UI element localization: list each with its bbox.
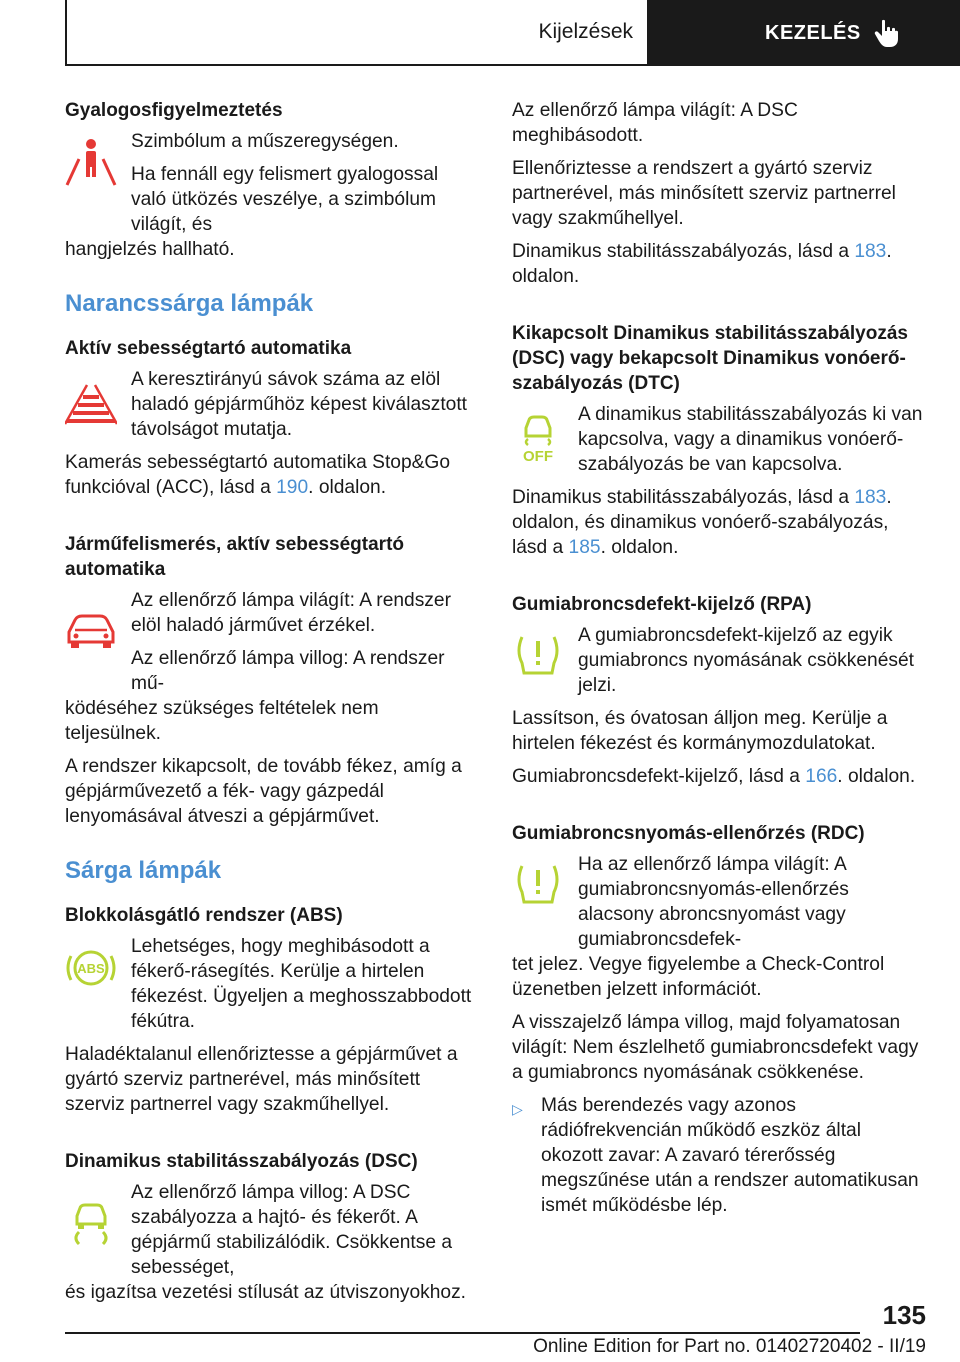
rdc-text-2: A visszajelző lámpa villog, majd folyamatosan világít: Nem észlelhető gumiabroncsdefekt vagy a gumiabroncs nyomásának csökkenése. <box>512 1012 919 1083</box>
distance-bars-icon <box>65 377 117 429</box>
off-icon-label: OFF <box>523 448 553 464</box>
dsc-text-4 <box>512 239 924 289</box>
acc-text-1: A keresztirányú sávok száma az elöl haladó gépjárműhöz képest kiválasztott távolságot mutatja. <box>131 369 467 440</box>
header-chapter-title: KEZELÉS <box>765 21 861 44</box>
rpa-text-2: Lassítson, és óvatosan álljon meg. Kerülje a hirtelen fékezést és kormánymozdulatokat. <box>512 708 888 754</box>
hand-pointer-icon <box>873 18 901 48</box>
page-link-183[interactable]: 183 <box>854 241 887 262</box>
header-section-box <box>65 0 649 66</box>
rpa-text-1: A gumiabroncsdefekt-kijelző az egyik gumiabroncs nyomásának csökkenését jelzi. <box>578 625 914 696</box>
rdc-title: Gumiabroncsnyomás-ellenőrzés (RDC) <box>512 823 865 844</box>
acc-title: Aktív sebességtartó automatika <box>65 338 352 359</box>
dsc-block <box>65 1180 477 1305</box>
pedestrian-warning-block <box>65 129 477 262</box>
left-column <box>65 98 477 1313</box>
dsc-text-4b: . oldalon. <box>512 241 892 287</box>
vehicle-text-1: Az ellenőrző lámpa világít: A rendszer elöl haladó járművet érzékel. <box>131 590 451 636</box>
page-link-183-b[interactable]: 183 <box>854 487 887 508</box>
rpa-text-3a: Gumiabroncsdefekt-kijelző, lásd a <box>512 766 806 787</box>
rdc-bullet <box>512 1093 924 1218</box>
page-link-190[interactable]: 190 <box>276 477 309 498</box>
dsc-off-icon <box>512 412 564 464</box>
car-icon <box>65 602 117 654</box>
header-section-title: Kijelzések <box>538 20 633 43</box>
header-chapter-box <box>649 0 960 66</box>
vehicle-text-3: A rendszer kikapcsolt, de tovább fékez, amíg a gépjárművezető a fék- vagy gázpedál lenyomásával átveszi a gépjárművet. <box>65 756 462 827</box>
dsc-text-3: Ellenőriztesse a rendszert a gyártó szerviz partnerével, más minősített szerviz partnerrel vagy szakműhellyel. <box>512 158 896 229</box>
dsc-text-4a: Dinamikus stabilitásszabályozás, lásd a <box>512 241 855 262</box>
tire-warning-icon <box>512 629 564 681</box>
rpa-title: Gumiabroncsdefekt-kijelző (RPA) <box>512 594 812 615</box>
triangle-bullet-icon: ▷ <box>512 1101 523 1117</box>
vehicle-text-2b: ködéséhez szükséges feltételek nem teljesülnek. <box>65 698 379 744</box>
vehicle-text-2a: Az ellenőrző lámpa villog: A rendszer mű- <box>131 648 445 694</box>
page-header <box>65 0 960 66</box>
dtc-text-2 <box>512 485 924 560</box>
pedestrian-text-1: Szimbólum a műszeregységen. <box>131 131 399 152</box>
rdc-text-1b: tet jelez. Vegye figyelembe a Check-Control üzenetben jelzett információt. <box>512 954 885 1000</box>
abs-text-1: Lehetséges, hogy meghibásodott a fékerő-rásegítés. Kerülje a hirtelen fékezést. Ügyeljen a meghosszabbodott fékútra. <box>131 936 472 1032</box>
acc-text-2a: Kamerás sebességtartó automatika Stop&Go funkcióval (ACC), lásd a <box>65 452 451 498</box>
page-link-166[interactable]: 166 <box>805 766 838 787</box>
abs-warning-icon <box>65 942 117 994</box>
dtc-block <box>512 402 924 477</box>
dtc-text-2a: Dinamikus stabilitásszabályozás, lásd a <box>512 487 855 508</box>
dsc-title: Dinamikus stabilitásszabályozás (DSC) <box>65 1151 418 1172</box>
dtc-text-2c: . oldalon. <box>600 537 679 558</box>
abs-block <box>65 934 477 1034</box>
dsc-text-1a: Az ellenőrző lámpa villog: A DSC szabályozza a hajtó- és fékerőt. A gépjármű stabilizálódik. Csökkentse a sebességet, <box>131 1182 453 1278</box>
footer-divider <box>65 1332 860 1334</box>
vehicle-detection-block <box>65 588 477 746</box>
acc-text-2b: . oldalon. <box>308 477 387 498</box>
dsc-skid-icon <box>65 1196 117 1248</box>
abs-text-2: Haladéktalanul ellenőriztesse a gépjárművet a gyártó szerviz partnerével, más minősített szerviz partnerrel vagy szakműhellyel. <box>65 1044 458 1115</box>
dtc-title: Kikapcsolt Dinamikus stabilitásszabályozás (DSC) vagy bekapcsolt Dinamikus vonóerő-szabályozás (DTC) <box>512 323 908 394</box>
yellow-lamps-heading: Sárga lámpák <box>65 857 222 884</box>
page-number: 135 <box>882 1300 926 1330</box>
abs-icon-label: ABS <box>77 961 105 976</box>
rpa-block <box>512 623 924 698</box>
dtc-text-1: A dinamikus stabilitásszabályozás ki van kapcsolva, vagy a dinamikus vonóerő-szabályozás be van kapcsolva. <box>578 404 923 475</box>
rpa-text-3b: . oldalon. <box>837 766 916 787</box>
dsc-text-1b: és igazítsa vezetési stílusát az útviszonyokhoz. <box>65 1282 466 1303</box>
vehicle-detection-title: Járműfelismerés, aktív sebességtartó automatika <box>65 534 405 580</box>
pedestrian-text-2a: Ha fennáll egy felismert gyalogossal való ütközés veszélye, a szimbólum világít, és <box>131 164 439 235</box>
pedestrian-text-2b: hangjelzés hallható. <box>65 239 235 260</box>
page-link-185[interactable]: 185 <box>568 537 601 558</box>
acc-block <box>65 367 477 442</box>
rdc-text-1a: Ha az ellenőrző lámpa világít: A gumiabroncsnyomás-ellenőrzés alacsony abroncsnyomást vagy gumiabroncsdefek- <box>578 854 849 950</box>
orange-lamps-heading: Narancssárga lámpák <box>65 290 314 317</box>
abs-title: Blokkolásgátló rendszer (ABS) <box>65 905 343 926</box>
dsc-text-2: Az ellenőrző lámpa világít: A DSC meghibásodott. <box>512 100 798 146</box>
right-column <box>512 98 924 1226</box>
rpa-text-3 <box>512 764 924 789</box>
pedestrian-warning-icon <box>65 135 117 187</box>
acc-text-2 <box>65 450 477 500</box>
rdc-bullet-text: Más berendezés vagy azonos rádiófrekvencián működő eszköz által okozott zavar: A zavaró térerősség megszűnése után a rendszer automatikusan ismét működésbe lép. <box>541 1095 919 1216</box>
tire-pressure-icon <box>512 858 564 910</box>
dtc-text-2b: . oldalon, és dinamikus vonóerő-szabályozás, lásd a <box>512 487 892 558</box>
rdc-block <box>512 852 924 1002</box>
footer-edition: Online Edition for Part no. 01402720402 - II/19 <box>533 1336 926 1357</box>
pedestrian-warning-title: Gyalogosfigyelmeztetés <box>65 100 283 121</box>
